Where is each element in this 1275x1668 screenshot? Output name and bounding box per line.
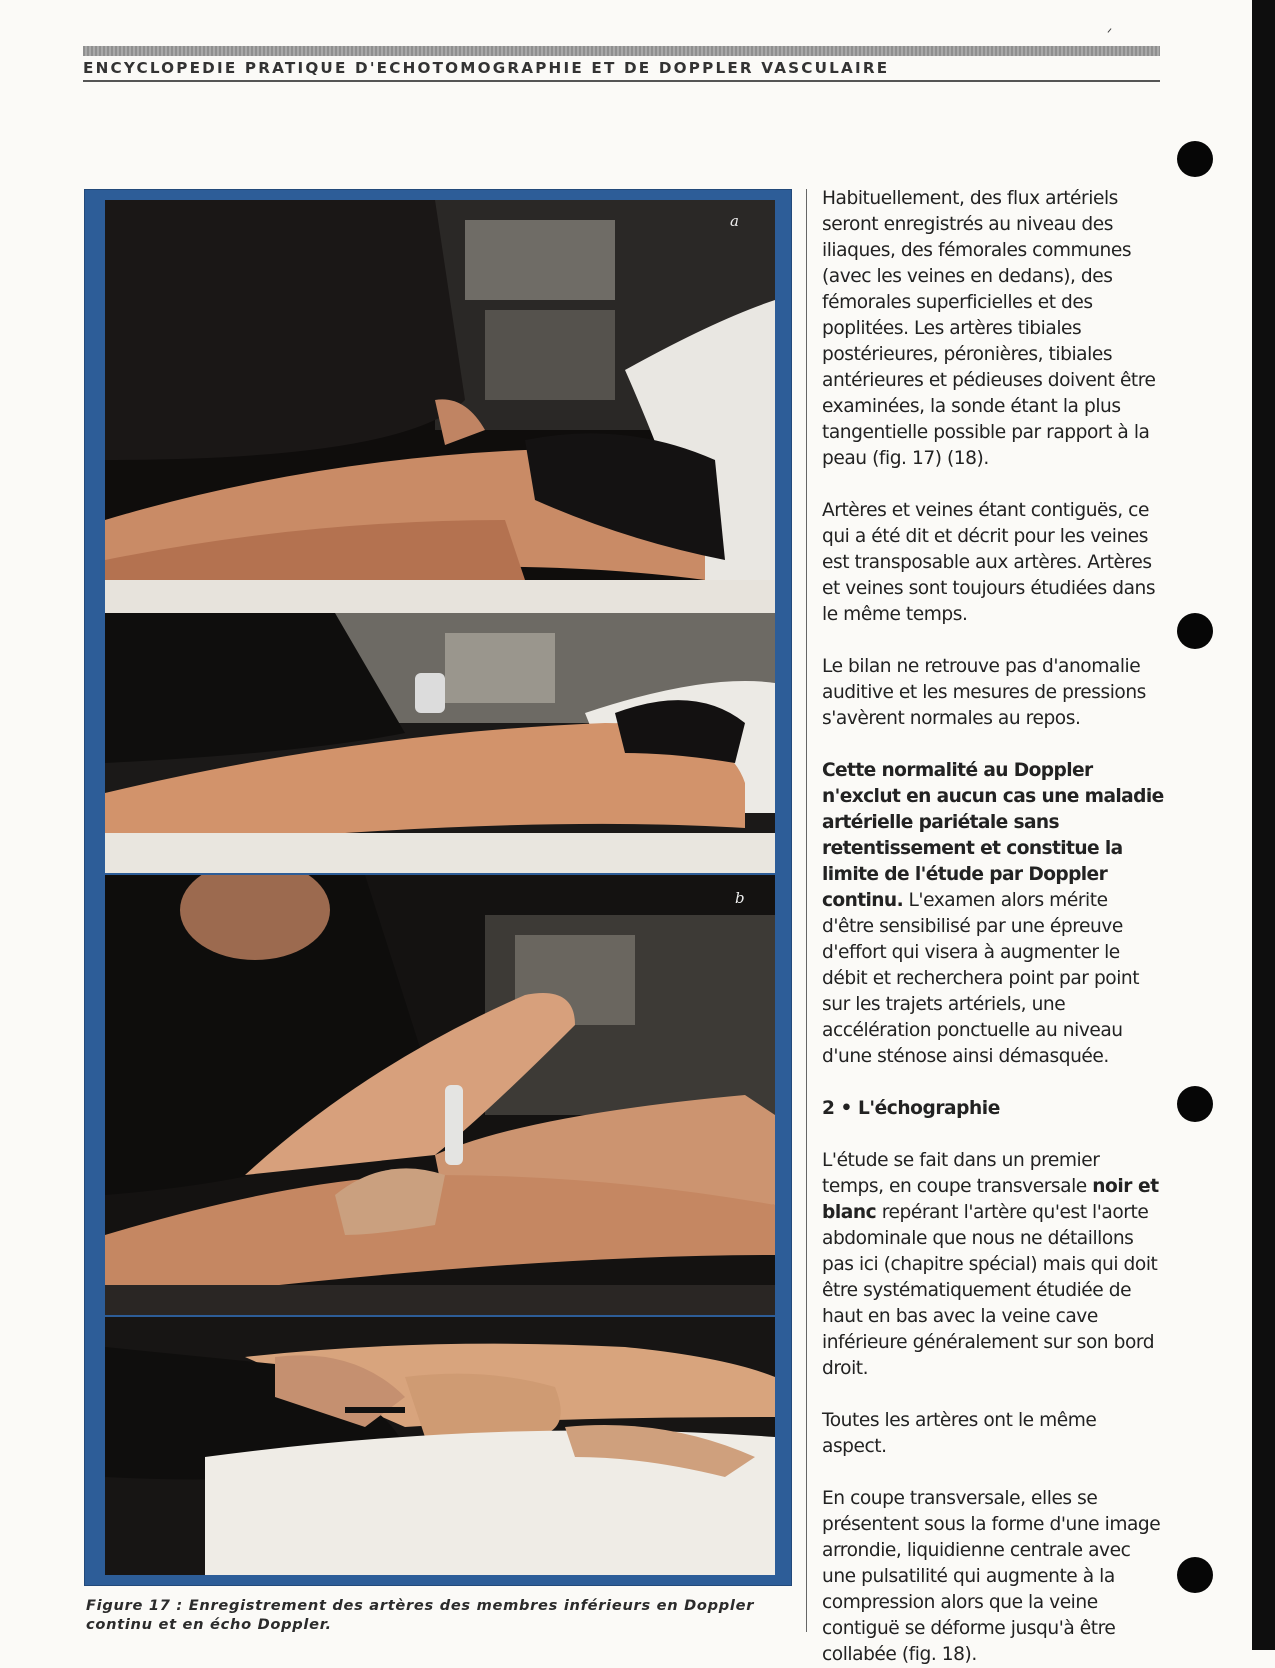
photo-thigh-doppler: [105, 200, 775, 621]
column-rule: [806, 189, 807, 1632]
paragraph: En coupe transversale, elles se présentent sous la forme d'une image arrondie, liquidienne centrale avec une pulsatilité qui augmente à la compression alors que la veine contiguë se déforme jusqu'à être collabée (fig. 18).: [822, 1488, 1161, 1665]
header-rule: [83, 80, 1160, 82]
caption-line: Figure 17 : Enregistrement des artères des membres inférieurs en Doppler: [86, 1597, 755, 1614]
page-edge-shadow: [1252, 0, 1275, 1650]
section-heading: 2 • L'échographie: [822, 1098, 1000, 1119]
paragraph: Toutes les artères ont le même aspect.: [822, 1410, 1097, 1457]
binder-hole: [1177, 1086, 1213, 1122]
emphasis-text: Cette normalité au Doppler n'exclut en aucun cas une maladie artérielle pariétale sans retentissement et constitue la limite de l'étude par Doppler continu.: [822, 760, 1164, 911]
binder-hole: [1177, 141, 1213, 177]
paragraph-text: repérant l'artère qu'est l'aorte abdominale que nous ne détaillons pas ici (chapitre spécial) mais qui doit être systématiquement étudiée de haut en bas avec la veine cave inférieure généralement sur son bord droit.: [822, 1202, 1158, 1379]
photo-calf-probe: [105, 613, 775, 873]
panel-label-b: b: [735, 889, 745, 907]
photo-ankle-probe: [105, 1317, 775, 1575]
article-column: [822, 186, 1164, 1668]
paragraph: Habituellement, des flux artériels seront enregistrés au niveau des iliaques, des fémorales communes (avec les veines en dedans), des fémorales superficielles et des poplitées. Les artères tibiales postérieures, péronières, tibiales antérieures et pédieuses doivent être examinées, la sonde étant la plus tangentielle possible par rapport à la peau (fig. 17) (18).: [822, 188, 1156, 469]
header-bar: [83, 46, 1160, 56]
paragraph: [822, 758, 1164, 1070]
paragraph: [822, 1148, 1164, 1382]
panel-label-a: a: [730, 212, 739, 230]
paragraph-text: L'examen alors mérite d'être sensibilisé par une épreuve d'effort qui visera à augmenter le débit et recherchera point par point sur les trajets artériels, une accélération ponctuelle au niveau d'une sténose ainsi démasquée.: [822, 890, 1140, 1067]
caption-line: continu et en écho Doppler.: [86, 1616, 332, 1633]
paragraph-text: L'étude se fait dans un premier temps, en coupe transversale: [822, 1150, 1100, 1197]
figure-caption: [86, 1596, 806, 1634]
paragraph: Le bilan ne retrouve pas d'anomalie auditive et les mesures de pressions s'avèrent normales au repos.: [822, 656, 1146, 729]
paragraph: Artères et veines étant contiguës, ce qui a été dit et décrit pour les veines est transposable aux artères. Artères et veines sont toujours étudiées dans le même temps.: [822, 500, 1156, 625]
photo-bent-knee-probe: [105, 875, 775, 1315]
figure-17: [84, 189, 792, 1586]
binder-hole: [1177, 1557, 1213, 1593]
corner-mark: [1108, 28, 1112, 32]
running-header: ENCYCLOPEDIE PRATIQUE D'ECHOTOMOGRAPHIE ET DE DOPPLER VASCULAIRE: [83, 59, 890, 77]
emphasis-text: noir et blanc: [822, 1176, 1159, 1223]
binder-hole: [1177, 613, 1213, 649]
